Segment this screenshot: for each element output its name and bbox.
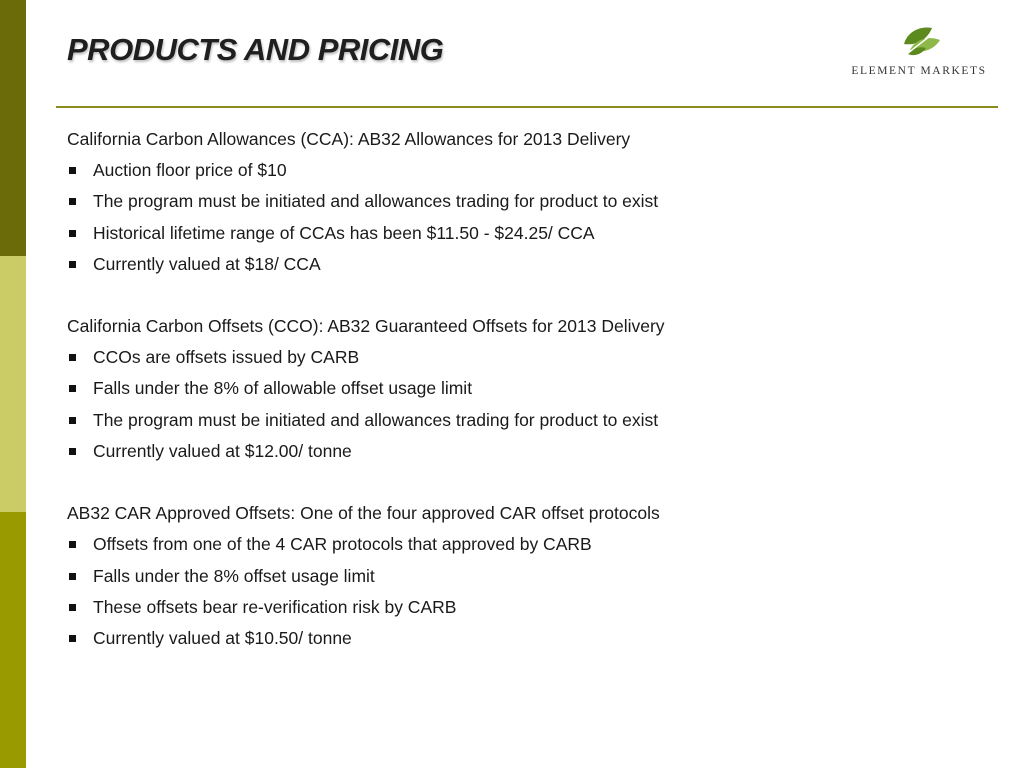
side-accent-bar-top: [0, 0, 26, 256]
list-item: [67, 592, 967, 623]
list-item: [67, 561, 967, 592]
bullet-text: Offsets from one of the 4 CAR protocols that approved by CARB: [93, 534, 592, 555]
list-item: [67, 249, 967, 280]
bullet-text: Auction floor price of $10: [93, 160, 287, 180]
square-bullet-icon: [69, 635, 76, 642]
logo-wordmark: ELEMENT MARKETS: [851, 65, 987, 77]
side-accent-bar-middle: [0, 256, 26, 512]
section-heading: California Carbon Allowances (CCA): AB32 Allowances for 2013 Delivery: [67, 129, 631, 149]
bullet-list: [67, 155, 967, 280]
square-bullet-icon: [69, 573, 76, 580]
section-cca: [67, 124, 967, 280]
slide-body: [67, 124, 967, 686]
section-car-offsets: [67, 498, 967, 654]
slide-title: PRODUCTS AND PRICING: [67, 32, 444, 67]
bullet-text: These offsets bear re-verification risk by CARB: [93, 596, 457, 617]
square-bullet-icon: [69, 354, 76, 361]
square-bullet-icon: [69, 448, 76, 455]
bullet-text: Historical lifetime range of CCAs has been $11.50 - $24.25/ CCA: [93, 222, 595, 243]
square-bullet-icon: [69, 541, 76, 548]
bullet-text: The program must be initiated and allowances trading for product to exist: [93, 409, 659, 430]
leaf-icon: [898, 24, 942, 60]
element-markets-logo: [840, 24, 998, 86]
list-item: [67, 405, 967, 436]
section-heading: California Carbon Offsets (CCO): AB32 Guaranteed Offsets for 2013 Delivery: [67, 316, 665, 337]
bullet-text: Currently valued at $12.00/ tonne: [93, 441, 352, 462]
square-bullet-icon: [69, 230, 76, 237]
square-bullet-icon: [69, 417, 76, 424]
list-item: [67, 218, 967, 249]
bullet-text: Currently valued at $10.50/ tonne: [93, 628, 352, 649]
list-item: [67, 155, 967, 186]
bullet-list: [67, 529, 967, 654]
bullet-text: CCOs are offsets issued by CARB: [93, 347, 360, 368]
bullet-text: Falls under the 8% of allowable offset usage limit: [93, 378, 473, 399]
bullet-text: The program must be initiated and allowances trading for product to exist: [93, 191, 659, 212]
square-bullet-icon: [69, 261, 76, 268]
title-divider: [56, 106, 998, 108]
square-bullet-icon: [69, 385, 76, 392]
bullet-text: Falls under the 8% offset usage limit: [93, 565, 375, 586]
list-item: [67, 529, 967, 560]
list-item: [67, 436, 967, 467]
square-bullet-icon: [69, 167, 76, 174]
list-item: [67, 623, 967, 654]
square-bullet-icon: [69, 198, 76, 205]
side-accent-bar-bottom: [0, 512, 26, 768]
section-cco: [67, 311, 967, 467]
bullet-list: [67, 342, 967, 467]
bullet-text: Currently valued at $18/ CCA: [93, 253, 321, 274]
square-bullet-icon: [69, 604, 76, 611]
list-item: [67, 186, 967, 217]
section-heading: AB32 CAR Approved Offsets: One of the four approved CAR offset protocols: [67, 503, 660, 524]
list-item: [67, 342, 967, 373]
list-item: [67, 373, 967, 404]
